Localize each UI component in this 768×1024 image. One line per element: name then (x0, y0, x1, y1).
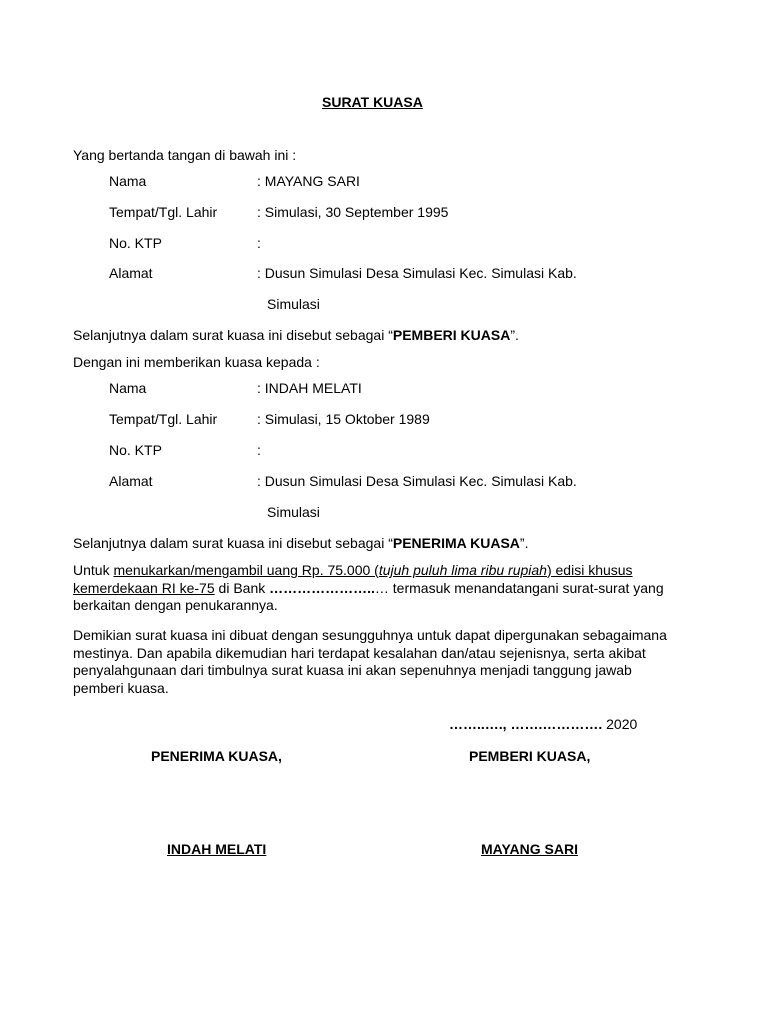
penerima-signature-name: INDAH MELATI (167, 841, 267, 857)
pemberi-alamat-label: Alamat (109, 265, 153, 281)
date-blank: ……..…., …….…………. (449, 716, 603, 732)
pemberi-ttl-label: Tempat/Tgl. Lahir (109, 204, 218, 220)
pemberi-signature-title: PEMBERI KUASA, (469, 748, 591, 764)
penerima-ktp-label: No. KTP (109, 442, 162, 458)
penerima-ttl-label: Tempat/Tgl. Lahir (109, 411, 218, 427)
closing-paragraph: Demikian surat kuasa ini dibuat dengan sesungguhnya untuk dapat dipergunakan sebagaimana mestinya. Dan apabila dikemudian hari terdapat kesalahan dan/atau sejenisnya, serta akibat penyalahgunaan dari timbulnya surat kuasa ini akan sepenuhnya menjadi tanggung jawab pemberi kuasa. (73, 627, 667, 696)
pemberi-ktp-label: No. KTP (109, 235, 162, 251)
intro-text: Yang bertanda tangan di bawah ini : (73, 147, 297, 163)
penerima-alamat-label: Alamat (109, 473, 153, 489)
penerima-alamat-line2: Simulasi (267, 504, 320, 520)
date-year: 2020 (602, 716, 638, 732)
penerima-alamat-line1: : Dusun Simulasi Desa Simulasi Kec. Simulasi Kab. (257, 473, 577, 489)
pemberi-statement: Selanjutnya dalam surat kuasa ini disebut sebagai “PEMBERI KUASA”. (73, 327, 519, 343)
pemberi-alamat-line1: : Dusun Simulasi Desa Simulasi Kec. Simulasi Kab. (257, 265, 577, 281)
penerima-ttl-value: : Simulasi, 15 Oktober 1989 (257, 411, 430, 427)
penerima-nama-label: Nama (109, 380, 147, 396)
penerima-statement: Selanjutnya dalam surat kuasa ini disebut sebagai “PENERIMA KUASA”. (73, 535, 529, 551)
penerima-ktp-value: : (257, 442, 261, 458)
transition-text: Dengan ini memberikan kuasa kepada : (73, 354, 320, 370)
pemberi-ttl-value: : Simulasi, 30 September 1995 (257, 204, 449, 220)
pemberi-nama-label: Nama (109, 173, 147, 189)
date-line (449, 716, 637, 733)
pemberi-signature-name: MAYANG SARI (481, 841, 578, 857)
penerima-signature-title: PENERIMA KUASA, (151, 748, 282, 764)
pemberi-kuasa-term: PEMBERI KUASA (392, 327, 511, 343)
pemberi-alamat-line2: Simulasi (267, 296, 320, 312)
bank-name-blank: ………………….. (269, 579, 375, 596)
purpose-paragraph: Untuk menukarkan/mengambil uang Rp. 75.000 (tujuh puluh lima ribu rupiah) edisi khusus kemerdekaan RI ke-75 di Bank …………………..… termasuk menandatangani surat-surat yang berkaitan dengan penukarannya. (73, 562, 664, 613)
pemberi-ktp-value: : (257, 235, 261, 251)
document-title: SURAT KUASA (322, 94, 423, 110)
pemberi-nama-value: : MAYANG SARI (257, 173, 360, 189)
penerima-kuasa-term: PENERIMA KUASA (392, 535, 520, 551)
penerima-nama-value: : INDAH MELATI (257, 380, 362, 396)
